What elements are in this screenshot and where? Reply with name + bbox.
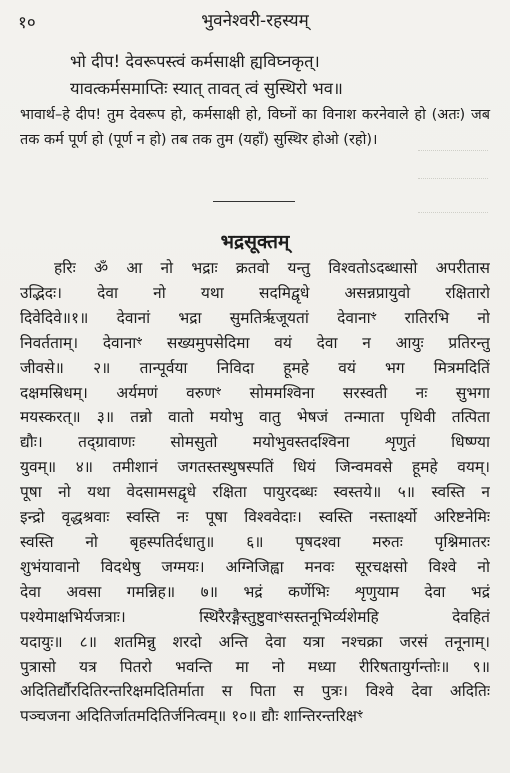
hymn-line: देवा अवसा गमन्निह॥ ७॥ भद्रं कर्णेभिः शृणुयाम देवा भद्रं [20,582,490,601]
hymn-line: दक्षमस्रिधम्। अर्यमणं वरुणꣳ सोममश्विना सरस्वती नः सुभगा [20,383,490,402]
hymn-line: द्यौः। तद्ग्रावाणः सोमसुतो मयोभुवस्तदश्विना शृणुतं धिष्ण्या [20,433,490,452]
verse-line-2: यावत्कर्मसमाप्तिः स्यात् तावत् त्वं सुस्थिरो भव॥ [70,79,343,98]
hymn-line: अदितिर्द्यौरदितिरन्तरिक्षमदितिर्माता स पिता स पुत्रः। विश्वे देवा अदितिः [20,682,490,701]
hymn-line: स्वस्ति नो बृहस्पतिर्दधातु॥ ६॥ पृषदश्वा मरुतः पृश्निमातरः [20,532,490,551]
hymn-line: जीवसे॥ २॥ तान्पूर्वया निविदा हूमहे वयं भग मित्रमदितिं [20,358,490,377]
bhavartha-paragraph: भावार्थ–हे दीप! तुम देवरूप हो, कर्मसाक्षी हो, विघ्नों का विनाश करनेवाले हो (अतः) जब तक कर्म पूर्ण हो (पूर्ण न हो) तब तक तुम (यहाँ) सुस्थिर होओ (रहो)। [20,107,490,148]
bleed-through-mark [418,150,488,151]
hymn-line: शुभंयावानो विदथेषु जग्मयः। अग्निजिह्वा मनवः सूरचक्षसो विश्वे नो [20,557,490,576]
hymn-line: पूषा नो यथा वेदसामसद्वृधे रक्षिता पायुरदब्धः स्वस्तये॥ ५॥ स्वस्ति न [20,483,490,502]
page-number: १० [18,13,36,33]
hymn-line: निवर्तताम्। देवानाꣳ सख्यमुपसेदिमा वयं देवा न आयुः प्रतिरन्तु [20,333,490,352]
hymn-line: दिवेदिवे॥१॥ देवानां भद्रा सुमतिर्ऋजूयतां देवानाꣳ रातिरभि नो [20,308,490,327]
hymn-line: मयस्करत्॥ ३॥ तन्नो वातो मयोभु वातु भेषजं तन्माता पृथिवी तत्पिता [20,408,490,427]
hymn-line: हरिः ॐ आ नो भद्राः क्रतवो यन्तु विश्वतोऽदब्धासो अपरीतास [54,259,490,277]
hymn-line: पश्येमाक्षभिर्यजत्राः। स्थिरैरङ्गैस्तुष्टुवाꣳसस्तनूभिर्व्यशेमहि देवहितं [20,607,490,626]
page-header [0,8,510,38]
hymn-line: पुत्रासो यत्र पितरो भवन्ति मा नो मध्या रीरिषतायुर्गन्तोः॥ ९॥ [20,657,490,676]
hymn-line: उद्भिदः। देवा नो यथा सदमिद्वृधे असन्नप्रायुवो रक्षितारो [20,283,490,302]
hymn-line: यदायुः॥ ८॥ शतमिन्नु शरदो अन्ति देवा यत्रा नश्चक्रा जरसं तनूनाम्। [20,632,490,651]
bleed-through-mark [418,212,488,213]
hymn-line: पञ्चजना अदितिर्जातमदितिर्जनित्वम्॥ १०॥ द्यौः शान्तिरन्तरिक्षꣳ [20,707,363,726]
verse-line-1: भो दीप! देवरूपस्त्वं कर्मसाक्षी ह्यविघ्नकृत्। [70,52,320,71]
section-heading: भद्रसूक्तम् [220,231,290,253]
bleed-through-mark [418,178,488,179]
running-title: भुवनेश्वरी-रहस्यम् [201,11,309,31]
section-divider [213,201,295,202]
hymn-line: इन्द्रो वृद्धश्रवाः स्वस्ति नः पूषा विश्ववेदाः। स्वस्ति नस्तार्क्ष्यो अरिष्टनेमिः [20,508,490,527]
hymn-text [20,256,490,729]
hymn-line: युवम्॥ ४॥ तमीशानं जगतस्तस्थुषस्पतिं धियं जिन्वमवसे हूमहे वयम्। [20,458,490,477]
